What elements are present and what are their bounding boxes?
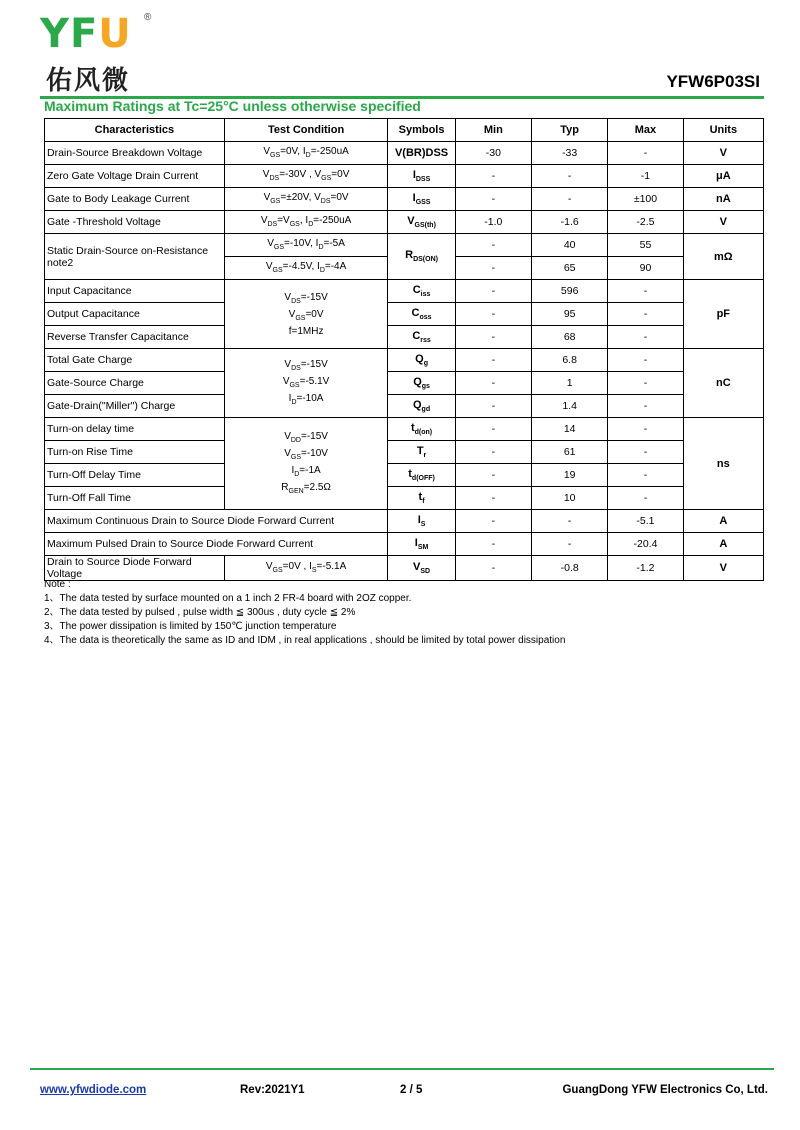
unit: A bbox=[683, 510, 763, 533]
min-value: - bbox=[455, 487, 531, 510]
symbol: $T_r$ bbox=[388, 441, 455, 464]
max-value: -20.4 bbox=[608, 533, 683, 556]
param-name: Total Gate Charge bbox=[45, 349, 225, 372]
min-value: - bbox=[455, 280, 531, 303]
symbol: $t_f$ bbox=[388, 487, 455, 510]
max-value: - bbox=[608, 487, 683, 510]
symbol: $t_{d(OFF)}$ bbox=[388, 464, 455, 487]
symbol: $I_{GSS}$ bbox=[388, 188, 455, 211]
table-row bbox=[45, 188, 764, 211]
notes-section bbox=[44, 578, 565, 648]
notes-title: Note : bbox=[44, 579, 71, 590]
unit: nC bbox=[683, 349, 763, 418]
test-condition: $V_{GS}=-4.5V$, $I_D=-4A$ bbox=[224, 257, 388, 280]
section-title: Maximum Ratings at Tc=25°C unless otherwise specified bbox=[44, 98, 421, 114]
min-value: - bbox=[455, 303, 531, 326]
typ-value: -33 bbox=[532, 142, 608, 165]
typ-value: -0.8 bbox=[532, 556, 608, 581]
ratings-table bbox=[44, 118, 764, 581]
param-name: Turn-Off Fall Time bbox=[45, 487, 225, 510]
website-link[interactable]: www.yfwdiode.com bbox=[40, 1084, 147, 1096]
table-row bbox=[45, 510, 764, 533]
param-name: Gate -Threshold Voltage bbox=[45, 211, 225, 234]
table-row bbox=[45, 556, 764, 581]
max-value: - bbox=[608, 142, 683, 165]
min-value: - bbox=[455, 349, 531, 372]
symbol: $C_{iss}$ bbox=[388, 280, 455, 303]
symbol: $I_{DSS}$ bbox=[388, 165, 455, 188]
col-characteristics: Characteristics bbox=[45, 119, 225, 142]
table-header-row bbox=[45, 119, 764, 142]
min-value: - bbox=[455, 372, 531, 395]
max-value: ±100 bbox=[608, 188, 683, 211]
table-row bbox=[45, 211, 764, 234]
typ-value: 1 bbox=[532, 372, 608, 395]
col-typ: Typ bbox=[532, 119, 608, 142]
note-item: 4、The data is theoretically the same as ID and IDM , in real applications , should be limited by total power dissipation bbox=[44, 635, 566, 646]
table-row bbox=[45, 349, 764, 372]
page-number: 2 / 5 bbox=[400, 1084, 423, 1096]
unit: V bbox=[683, 556, 763, 581]
table-row bbox=[45, 441, 764, 464]
param-name: Drain-Source Breakdown Voltage bbox=[45, 142, 225, 165]
max-value: - bbox=[608, 349, 683, 372]
min-value: - bbox=[455, 188, 531, 211]
table-row bbox=[45, 418, 764, 441]
typ-value: 14 bbox=[532, 418, 608, 441]
param-name: Input Capacitance bbox=[45, 280, 225, 303]
max-value: - bbox=[608, 418, 683, 441]
max-value: - bbox=[608, 280, 683, 303]
param-name: Maximum Continuous Drain to Source Diode Forward Current bbox=[45, 510, 388, 533]
table-row bbox=[45, 280, 764, 303]
max-value: 55 bbox=[608, 234, 683, 257]
typ-value: - bbox=[532, 188, 608, 211]
min-value: - bbox=[455, 441, 531, 464]
test-condition: $V_{DS}=-15V$ $V_{GS}=0V$ f=1MHz bbox=[224, 280, 388, 349]
table-row bbox=[45, 142, 764, 165]
symbol: $C_{oss}$ bbox=[388, 303, 455, 326]
min-value: -30 bbox=[455, 142, 531, 165]
max-value: - bbox=[608, 441, 683, 464]
param-name: Turn-on delay time bbox=[45, 418, 225, 441]
min-value: - bbox=[455, 418, 531, 441]
min-value: - bbox=[455, 556, 531, 581]
typ-value: -1.6 bbox=[532, 211, 608, 234]
test-condition: $V_{DS}=V_{GS}$, $I_D=-250uA$ bbox=[224, 211, 388, 234]
max-value: -2.5 bbox=[608, 211, 683, 234]
param-name: Gate-Drain("Miller") Charge bbox=[45, 395, 225, 418]
col-symbols: Symbols bbox=[388, 119, 455, 142]
unit: nA bbox=[683, 188, 763, 211]
max-value: - bbox=[608, 326, 683, 349]
param-name: Zero Gate Voltage Drain Current bbox=[45, 165, 225, 188]
logo-mark: YFU bbox=[40, 11, 132, 57]
typ-value: - bbox=[532, 533, 608, 556]
table-row bbox=[45, 326, 764, 349]
table-row bbox=[45, 487, 764, 510]
typ-value: - bbox=[532, 510, 608, 533]
symbol: $I_S$ bbox=[388, 510, 455, 533]
footer-divider bbox=[30, 1068, 774, 1070]
test-condition: $V_{DS}=-30V$ , $V_{GS}=0V$ bbox=[224, 165, 388, 188]
min-value: - bbox=[455, 533, 531, 556]
table-row bbox=[45, 395, 764, 418]
param-name: Turn-on Rise Time bbox=[45, 441, 225, 464]
table-row bbox=[45, 165, 764, 188]
param-name: Gate-Source Charge bbox=[45, 372, 225, 395]
symbol: $Q_g$ bbox=[388, 349, 455, 372]
col-units: Units bbox=[683, 119, 763, 142]
max-value: - bbox=[608, 464, 683, 487]
symbol: $Q_{gs}$ bbox=[388, 372, 455, 395]
col-max: Max bbox=[608, 119, 683, 142]
symbol: $V_{SD}$ bbox=[388, 556, 455, 581]
test-condition: $V_{DD}=-15V$ $V_{GS}=-10V$ $I_D=-1A$ $R_{GEN}=2.5\Omega$ bbox=[224, 418, 388, 510]
note-item: 2、The data tested by pulsed , pulse width ≦ 300us , duty cycle ≦ 2% bbox=[44, 607, 356, 618]
typ-value: 1.4 bbox=[532, 395, 608, 418]
symbol: $t_{d(on)}$ bbox=[388, 418, 455, 441]
col-min: Min bbox=[455, 119, 531, 142]
table-row bbox=[45, 533, 764, 556]
unit: μA bbox=[683, 165, 763, 188]
unit: V bbox=[683, 211, 763, 234]
table-row bbox=[45, 372, 764, 395]
registered-mark: ® bbox=[144, 12, 152, 23]
col-test-condition: Test Condition bbox=[224, 119, 388, 142]
typ-value: 19 bbox=[532, 464, 608, 487]
symbol: $V_{GS(th)}$ bbox=[388, 211, 455, 234]
typ-value: 40 bbox=[532, 234, 608, 257]
typ-value: 65 bbox=[532, 257, 608, 280]
param-name: Reverse Transfer Capacitance bbox=[45, 326, 225, 349]
logo-chinese-name: 佑风微 bbox=[46, 66, 131, 96]
test-condition: $V_{GS}=0V$ , $I_S=-5.1A$ bbox=[224, 556, 388, 581]
max-value: - bbox=[608, 395, 683, 418]
min-value: - bbox=[455, 510, 531, 533]
typ-value: 68 bbox=[532, 326, 608, 349]
table-row bbox=[45, 234, 764, 257]
param-name: Drain to Source Diode Forward Voltage bbox=[45, 556, 225, 581]
unit: mΩ bbox=[683, 234, 763, 280]
max-value: - bbox=[608, 303, 683, 326]
typ-value: 6.8 bbox=[532, 349, 608, 372]
test-condition: $V_{GS}=-10V$, $I_D=-5A$ bbox=[224, 234, 388, 257]
symbol: V(BR)DSS bbox=[388, 142, 455, 165]
min-value: - bbox=[455, 326, 531, 349]
unit: ns bbox=[683, 418, 763, 510]
symbol: $C_{rss}$ bbox=[388, 326, 455, 349]
revision: Rev:2021Y1 bbox=[240, 1084, 305, 1096]
company-logo bbox=[40, 12, 160, 96]
max-value: -5.1 bbox=[608, 510, 683, 533]
min-value: - bbox=[455, 234, 531, 257]
symbol: $Q_{gd}$ bbox=[388, 395, 455, 418]
param-name: Maximum Pulsed Drain to Source Diode Forward Current bbox=[45, 533, 388, 556]
param-name: Static Drain-Source on-Resistance note2 bbox=[45, 234, 225, 280]
note-item: 1、The data tested by surface mounted on a 1 inch 2 FR-4 board with 2OZ copper. bbox=[44, 593, 412, 604]
min-value: - bbox=[455, 395, 531, 418]
table-row bbox=[45, 303, 764, 326]
min-value: - bbox=[455, 464, 531, 487]
test-condition: $V_{GS}=\pm 20V$, $V_{DS}=0V$ bbox=[224, 188, 388, 211]
param-name: Gate to Body Leakage Current bbox=[45, 188, 225, 211]
max-value: -1 bbox=[608, 165, 683, 188]
note-item: 3、The power dissipation is limited by 150℃ junction temperature bbox=[44, 621, 337, 632]
min-value: -1.0 bbox=[455, 211, 531, 234]
typ-value: 10 bbox=[532, 487, 608, 510]
typ-value: 95 bbox=[532, 303, 608, 326]
max-value: - bbox=[608, 372, 683, 395]
param-name: Turn-Off Delay Time bbox=[45, 464, 225, 487]
min-value: - bbox=[455, 257, 531, 280]
typ-value: 61 bbox=[532, 441, 608, 464]
test-condition: $V_{GS}=0V$, $I_D=-250uA$ bbox=[224, 142, 388, 165]
min-value: - bbox=[455, 165, 531, 188]
typ-value: 596 bbox=[532, 280, 608, 303]
param-name: Output Capacitance bbox=[45, 303, 225, 326]
typ-value: - bbox=[532, 165, 608, 188]
table-row bbox=[45, 464, 764, 487]
unit: V bbox=[683, 142, 763, 165]
part-number: YFW6P03SI bbox=[666, 72, 760, 91]
test-condition: $V_{DS}=-15V$ $V_{GS}=-5.1V$ $I_D=-10A$ bbox=[224, 349, 388, 418]
company-name: GuangDong YFW Electronics Co, Ltd. bbox=[562, 1084, 768, 1096]
max-value: 90 bbox=[608, 257, 683, 280]
unit: A bbox=[683, 533, 763, 556]
symbol: $I_{SM}$ bbox=[388, 533, 455, 556]
unit: pF bbox=[683, 280, 763, 349]
symbol: $R_{DS(ON)}$ bbox=[388, 234, 455, 280]
max-value: -1.2 bbox=[608, 556, 683, 581]
